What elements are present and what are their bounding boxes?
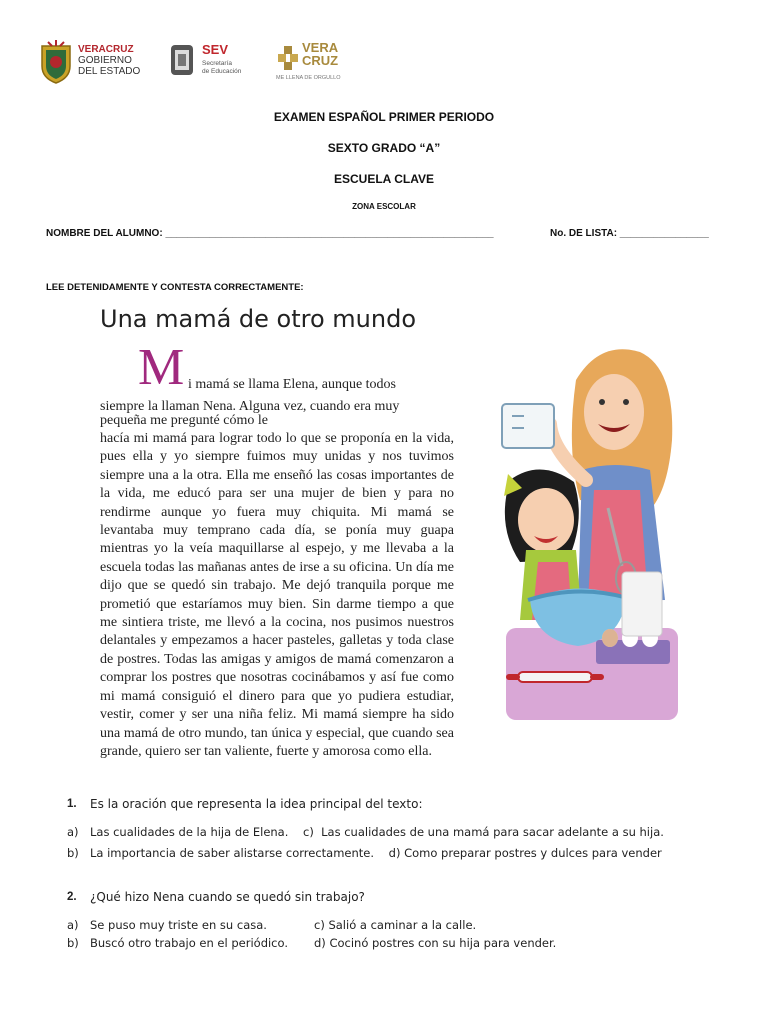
vera-tagline: ME LLENA DE ORGULLO <box>276 75 341 81</box>
story-title: Una mamá de otro mundo <box>100 305 417 333</box>
q2-option-c[interactable]: c) Salió a caminar a la calle. <box>314 918 477 932</box>
story-line1: i mamá se llama Elena, aunque todos <box>188 377 396 392</box>
story-line3: pequeña me pregunté cómo le <box>100 413 268 428</box>
q1-option-row1[interactable]: Las cualidades de la hija de Elena. c) Las cualidades de una mamá para sacar adelante a su hija. <box>90 825 664 839</box>
exam-title: EXAMEN ESPAÑOL PRIMER PERIODO <box>273 110 495 124</box>
instructions: LEE DETENIDAMENTE Y CONTESTA CORRECTAMENTE: <box>46 282 304 293</box>
question-1-text: Es la oración que representa la idea principal del texto: <box>90 797 423 811</box>
sev-title: SEV <box>202 42 229 57</box>
cruz-text: CRUZ <box>302 53 339 68</box>
sev-line1: Secretaría <box>202 60 232 67</box>
sev-logo <box>168 42 248 82</box>
veracruz-gobierno-logo <box>38 38 148 84</box>
q1-option-row1-letter: a) <box>67 825 79 839</box>
vera-cruz-logo <box>276 42 356 84</box>
list-number-field[interactable]: No. DE LISTA: ________________ <box>550 228 709 239</box>
story-line2: siempre la llaman Nena. Alguna vez, cuando era muy <box>100 399 400 414</box>
story-dropcap: M <box>138 339 185 396</box>
q2-option-d[interactable]: d) Cocinó postres con su hija para vender. <box>314 936 557 950</box>
sev-line2: de Educación <box>202 68 242 75</box>
q2-option-b[interactable]: Buscó otro trabajo en el periódico. <box>90 936 288 950</box>
q2-option-a[interactable]: Se puso muy triste en su casa. <box>90 918 267 932</box>
logo-estado-text: DEL ESTADO <box>78 66 141 77</box>
sev-emblem-icon <box>168 42 196 78</box>
q2-option-a-letter: a) <box>67 918 79 932</box>
question-2-text: ¿Qué hizo Nena cuando se quedó sin trabajo? <box>90 890 365 904</box>
exam-zone: ZONA ESCOLAR <box>352 202 416 211</box>
vera-text: VERA <box>302 40 339 55</box>
question-1-number: 1. <box>67 798 77 810</box>
q1-option-row2-letter: b) <box>67 846 79 860</box>
question-2-number: 2. <box>67 891 77 903</box>
student-name-field[interactable]: NOMBRE DEL ALUMNO: ___________________________________________________________ <box>46 228 494 239</box>
vera-cruz-emblem-icon <box>276 44 300 72</box>
logo-gobierno-text: GOBIERNO <box>78 55 132 66</box>
q2-option-b-letter: b) <box>67 936 79 950</box>
mother-daughter-baking-illustration <box>490 340 690 725</box>
exam-grade: SEXTO GRADO “A” <box>327 141 441 155</box>
coat-of-arms-icon <box>38 38 74 84</box>
exam-school: ESCUELA CLAVE <box>333 172 434 186</box>
story-body: hacía mi mamá para lograr todo lo que se proponía en la vida, pues ella y yo siempre fuimos muy unidas y nos tuvimos siempre una a la otra. Ella me enseñó las cosas importantes de la vida, me educó para ser una mujer de bien y para no rendirme aunque yo fuera muy chiquita. Mi mamá se levantaba muy temprano cada día, se ponía muy guapa mientras yo la veía maquillarse al espejo, y me llevaba a la escuela todas las mañanas antes de irse a su oficina. Un día me dijo que se quedó sin trabajo. Me dejó tranquila porque me prometió que estaríamos muy bien. Sin darme tiempo a que me sintiera triste, me llevó a la cocina, nos pusimos nuestros delantales y empezamos a hacer pasteles, galletas y toda clase de postres. Todas las amigas y amigos de mamá comenzaron a comprar los postres que nosotras cocinábamos y así fue como mi mamá consiguió el dinero para que yo pudiera estudiar, vestir, comer y ser una niña feliz. Mi mamá siempre ha sido una mamá de otro mundo, tan única y especial, que cuando sea grande, quiero ser tan valiente, fuerte y amorosa como ella. <box>100 431 454 759</box>
logo-veracruz-text: VERACRUZ <box>78 44 134 55</box>
q1-option-row2[interactable]: La importancia de saber alistarse correctamente. d) Como preparar postres y dulces para vender <box>90 846 662 860</box>
